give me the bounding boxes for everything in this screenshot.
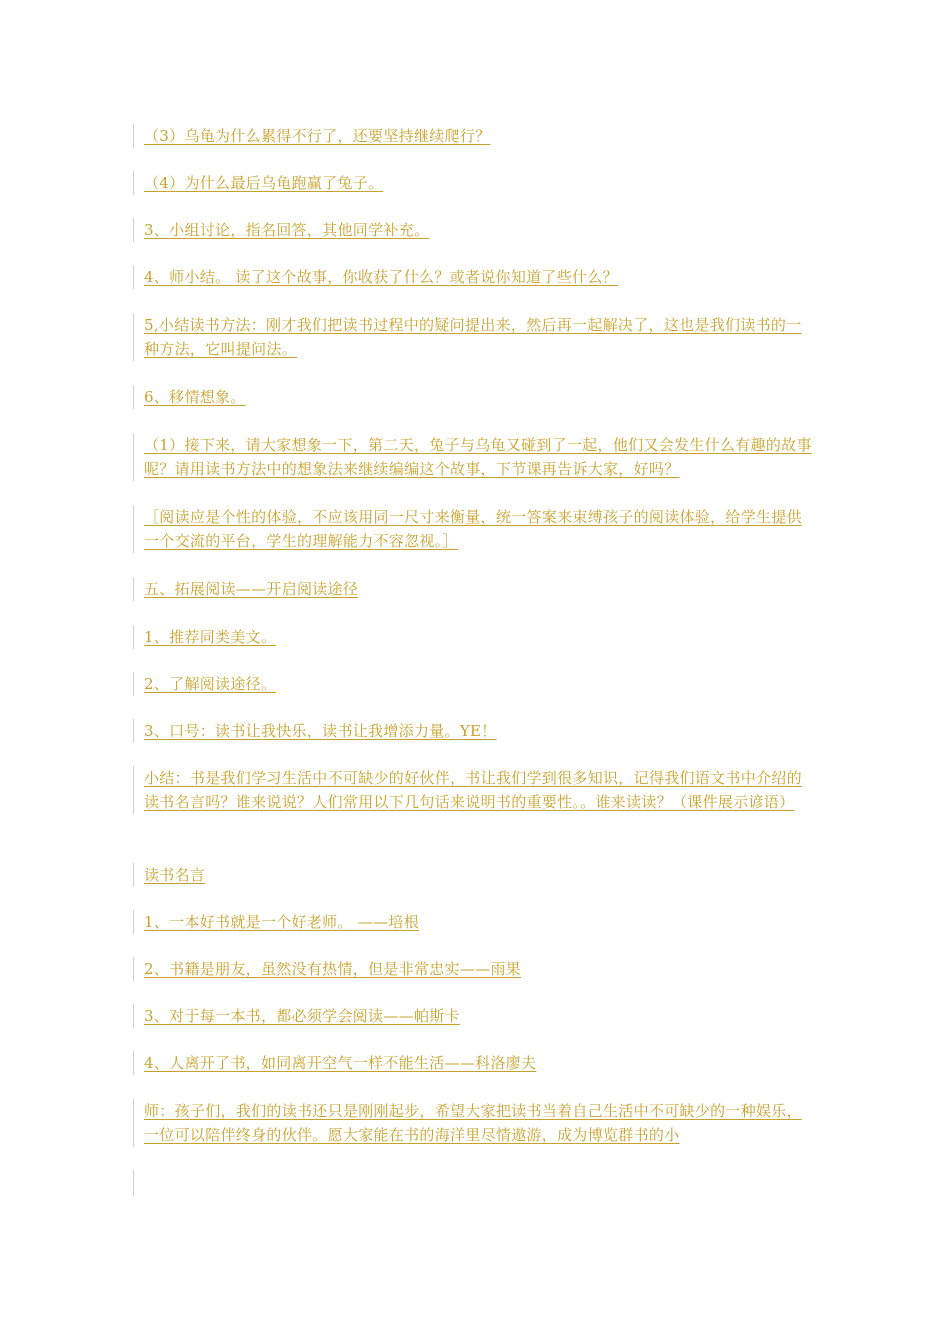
paragraph-text: 6、移情想象。	[144, 388, 246, 406]
paragraph-text: 2、了解阅读途径。	[144, 675, 277, 693]
paragraph-empathy-imagination	[133, 385, 813, 409]
paragraph-text: 4、师小结。 读了这个故事，你收获了什么？或者说你知道了些什么？	[144, 268, 618, 286]
paragraph-group-discussion	[133, 218, 813, 242]
paragraph-quote-3	[133, 1004, 813, 1028]
paragraph-text: 五、拓展阅读——开启阅读途径	[144, 580, 359, 598]
paragraph-quote-2	[133, 957, 813, 981]
paragraph-text: 3、小组讨论，指名回答，其他同学补充。	[144, 221, 430, 239]
paragraph-question-3	[133, 124, 813, 148]
paragraph-slogan	[133, 719, 813, 743]
paragraph-reading-note	[133, 505, 813, 553]
paragraph-text: 3、对于每一本书，都必须学会阅读——帕斯卡	[144, 1007, 460, 1025]
paragraph-reading-method	[133, 313, 813, 361]
paragraph-text: 5,小结读书方法：刚才我们把读书过程中的疑问提出来，然后再一起解决了，这也是我们读书的一种方法，它叫提问法。	[144, 316, 802, 358]
paragraph-quote-1	[133, 910, 813, 934]
paragraph-reading-channels	[133, 672, 813, 696]
paragraph-text: 1、推荐同类美文。	[144, 628, 277, 646]
paragraph-reading-quotes-heading	[133, 863, 813, 887]
paragraph-text: 1、一本好书就是一个好老师。 ——培根	[144, 913, 420, 931]
paragraph-text: 小结：书是我们学习生活中不可缺少的好伙伴，书让我们学到很多知识，记得我们语文书中介绍的读书名言吗？谁来说说？人们常用以下几句话来说明书的重要性。。谁来读读？（课件展示谚语）	[144, 769, 802, 811]
paragraph-text: 读书名言	[144, 866, 206, 884]
paragraph-text: ［阅读应是个性的体验，不应该用同一尺寸来衡量，统一答案来束缚孩子的阅读体验，给学生提供一个交流的平台，学生的理解能力不容忽视。］	[144, 508, 802, 550]
paragraph-text: （1）接下来，请大家想象一下，第二天，兔子与乌龟又碰到了一起，他们又会发生什么有趣的故事呢？请用读书方法中的想象法来继续编编这个故事，下节课再告诉大家，好吗？	[144, 436, 812, 478]
paragraph-question-4	[133, 171, 813, 195]
paragraph-book-summary	[133, 766, 813, 814]
paragraph-empty	[133, 1170, 813, 1196]
paragraph-text: 4、人离开了书，如同离开空气一样不能生活——科洛廖夫	[144, 1054, 537, 1072]
paragraph-imagination-task	[133, 433, 813, 481]
paragraph-recommend-articles	[133, 625, 813, 649]
paragraph-section-five-heading	[133, 577, 813, 601]
paragraph-teacher-closing	[133, 1099, 813, 1147]
paragraph-text: 师：孩子们，我们的读书还只是刚刚起步，希望大家把读书当着自己生活中不可缺少的一种娱乐，一位可以陪伴终身的伙伴。愿大家能在书的海洋里尽情遨游，成为博览群书的小	[144, 1102, 802, 1144]
paragraph-text: （4）为什么最后乌龟跑赢了兔子。	[144, 174, 384, 192]
paragraph-text: （3）乌龟为什么累得不行了，还要坚持继续爬行？	[144, 127, 491, 145]
paragraph-quote-4	[133, 1051, 813, 1075]
paragraph-text: 3、口号：读书让我快乐，读书让我增添力量。YE！	[144, 722, 497, 740]
paragraph-text: 2、书籍是朋友，虽然没有热情，但是非常忠实——雨果	[144, 960, 522, 978]
paragraph-teacher-summary	[133, 265, 813, 289]
